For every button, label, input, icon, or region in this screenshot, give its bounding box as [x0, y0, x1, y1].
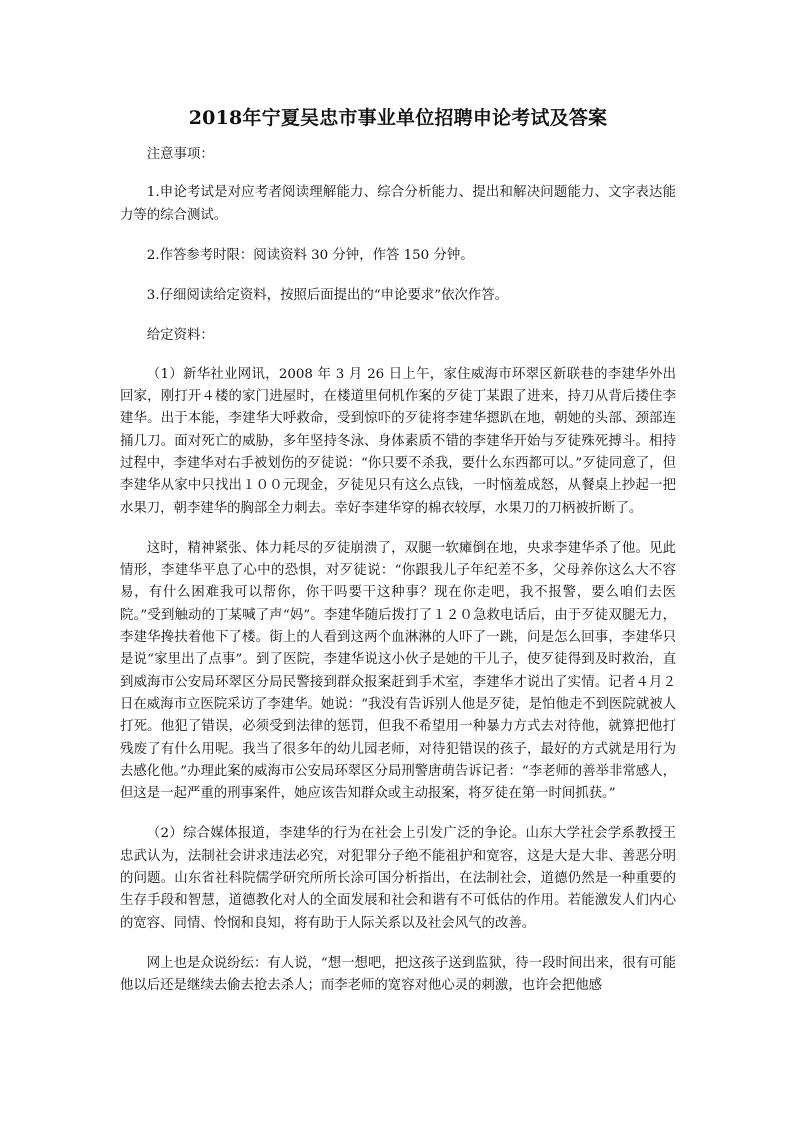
material-paragraph-3: （2）综合媒体报道，李建华的行为在社会上引发广泛的争论。山东大学社会学系教授王忠武认为，法制社会讲求违法必究，对犯罪分子绝不能祖护和宽容，这是大是大非、善恶分明的问题。山东省社科院儒学研究所所长涂可国分析指出，在法制社会，道德仍然是一种重要的生存手段和智慧，道德教化对人的全面发展和社会和谐有不可低估的作用。若能激发人们内心的宽容、同情、怜悯和良知，将有助于人际关系以及社会风气的改善。 — [120, 826, 676, 931]
notice-item-2: 2.作答参考时限：阅读资料 30 分钟，作答 150 分钟。 — [146, 247, 474, 263]
document-title: 2018年宁夏吴忠市事业单位招聘申论考试及答案 — [188, 107, 608, 129]
notice-item-1: 1.申论考试是对应考者阅读理解能力、综合分析能力、提出和解决问题能力、文字表达能力等的综合测试。 — [120, 185, 676, 223]
material-paragraph-1: （1）新华社业网讯，2008 年 3 月 26 日上午，家住威海市环翠区新联巷的李建华外出回家，刚打开４楼的家门进屋时，在楼道里伺机作案的歹徒丁某跟了进来，持刀从背后搂住李建华。出于本能，李建华大呼救命，受到惊吓的歹徒将李建华摁趴在地，朝她的头部、颈部连捅几刀。面对死亡的威胁，多年坚持冬泳、身体素质不错的李建华开始与歹徒殊死搏斗。相持过程中，李建华对右手被划伤的歹徒说：“你只要不杀我，要什么东西都可以。”歹徒同意了，但李建华从家中只找出１００元现金，歹徒见只有这么点钱，一时恼羞成怒，从餐桌上抄起一把水果刀，朝李建华的胸部全力刺去。幸好李建华穿的棉衣较厚，水果刀的刀柄被折断了。 — [120, 366, 677, 516]
materials-heading: 给定资料： — [146, 328, 214, 344]
material-paragraph-4: 网上也是众说纷纭：有人说，“想一想吧，把这孩子送到监狱，待一段时间出来，很有可能他以后还是继续去偷去抢去杀人；而李老师的宽容对他心灵的刺激，也许会把他感 — [120, 955, 676, 994]
notice-heading: 注意事项： — [146, 147, 214, 162]
notice-item-3: 3.仔细阅读给定资料，按照后面提出的“申论要求”依次作答。 — [146, 288, 509, 304]
material-paragraph-2: 这时，精神紧张、体力耗尽的歹徒崩溃了，双腿一软瘫倒在地，央求李建华杀了他。见此情形，李建华平息了心中的恐惧，对歹徒说：“你跟我儿子年纪差不多，父母养你这么大不容易，有什么困难我可以帮你，你干吗要干这种事？现在你走吧，我不报警，要么咱们去医院。”受到触动的丁某喊了声“妈”。李建华随后拨打了１２０急救电话后，由于歹徒双腿无力，李建华搀扶着他下了楼。街上的人看到这两个血淋淋的人吓了一跳，问是怎么回事，李建华只是说“家里出了点事”。到了医院，李建华说这小伙子是她的干儿子，使歹徒得到及时救治，直到威海市公安局环翠区分局民警接到群众报案赶到手术室，李建华才说出了实情。记者４月２日在威海市立医院采访了李建华。她说：“我没有告诉别人他是歹徒，是怕他走不到医院就被人打死。他犯了错误，必须受到法律的惩罚，但我不希望用一种暴力方式去对待他，就算把他打残废了有什么用呢。我当了很多年的幼儿园老师，对待犯错误的孩子，最好的方式就是用行为去感化他。”办理此案的威海市公安局环翠区分局刑警唐萌告诉记者：“李老师的善举非常感人，但这是一起严重的刑事案件，她应该告知群众或主动报案，将歹徒在第一时间抓获。” — [120, 540, 677, 802]
